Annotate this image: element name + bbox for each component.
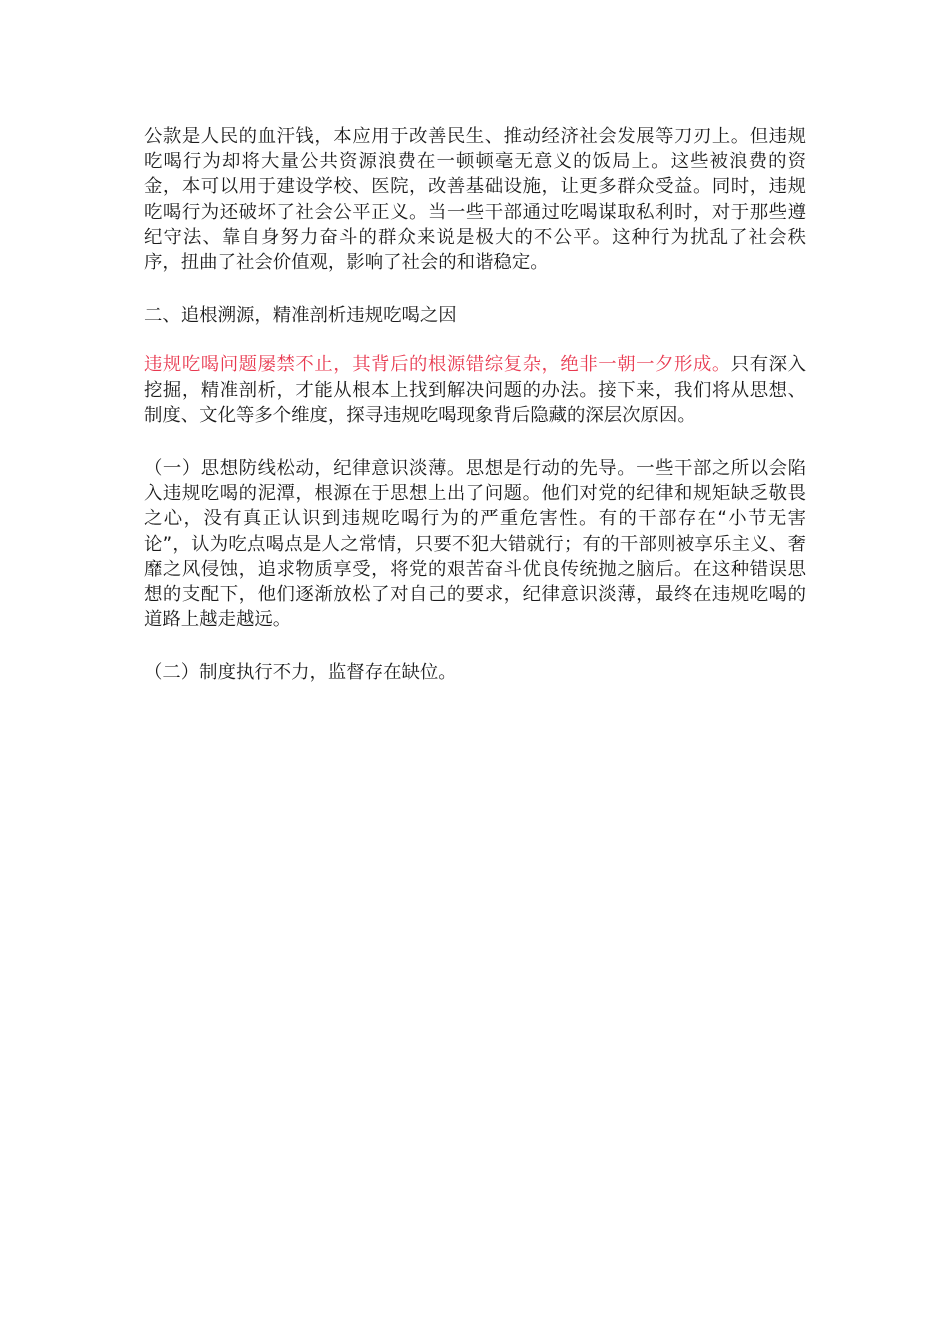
paragraph-root-causes [144, 352, 806, 428]
paragraph-public-funds: 公款是人民的血汗钱，本应用于改善民生、推动经济社会发展等刀刃上。但违规吃喝行为却将大量公共资源浪费在一顿顿毫无意义的饭局上。这些被浪费的资金，本可以用于建设学校、医院，改善基础设施，让更多群众受益。同时，违规吃喝行为还破坏了社会公平正义。当一些干部通过吃喝谋取私利时，对于那些遵纪守法、靠自身努力奋斗的群众来说是极大的不公平。这种行为扰乱了社会秩序，扭曲了社会价值观，影响了社会的和谐稳定。 [144, 126, 806, 274]
paragraph-system-execution: （二）制度执行不力，监督存在缺位。 [144, 662, 457, 684]
document-page [144, 124, 806, 686]
highlighted-sentence: 违规吃喝问题屡禁不止，其背后的根源错综复杂，绝非一朝一夕形成。 [144, 354, 731, 376]
paragraph-ideological-defense: （一）思想防线松动，纪律意识淡薄。思想是行动的先导。一些干部之所以会陷入违规吃喝的泥潭，根源在于思想上出了问题。他们对党的纪律和规矩缺乏敬畏之心，没有真正认识到违规吃喝行为的严重危害性。有的干部存在“小节无害论”，认为吃点喝点是人之常情，只要不犯大错就行；有的干部则被享乐主义、奢靡之风侵蚀，追求物质享受，将党的艰苦奋斗优良传统抛之脑后。在这种错误思想的支配下，他们逐渐放松了对自己的要求，纪律意识淡薄，最终在违规吃喝的道路上越走越远。 [144, 458, 806, 631]
paragraph-root-causes-rest: 只有深入挖掘，精准剖析，才能从根本上找到解决问题的办法。接下来，我们将从思想、制度、文化等多个维度，探寻违规吃喝现象背后隐藏的深层次原因。 [144, 354, 806, 426]
section-heading-two: 二、追根溯源，精准剖析违规吃喝之因 [144, 305, 457, 327]
